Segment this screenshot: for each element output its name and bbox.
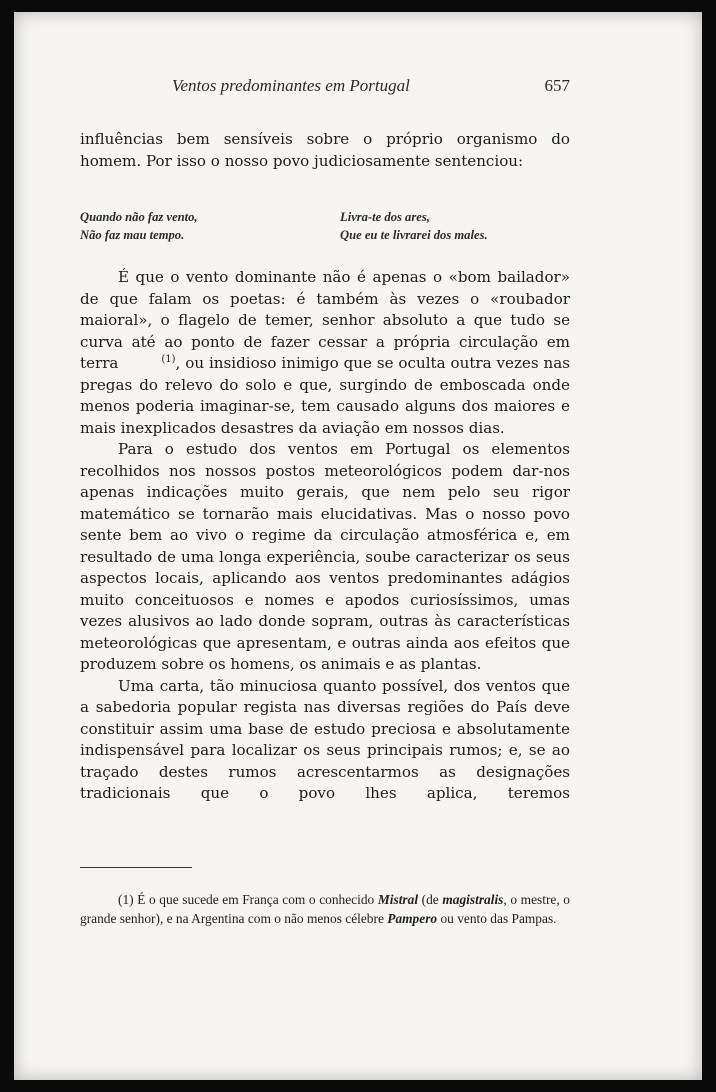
footnote-term: Mistral [377, 892, 419, 907]
paragraph: Uma carta, tão minuciosa quanto possível, dos ventos que a sabedoria popular regista nas diversas regiões do País deve constituir assim uma base de estudo preciosa e absolutamente indispensável para localizar os seus principais rumos; e, se ao traçado destes rumos acrescentarmos as designações tradicionais que o povo lhes aplica, teremos [80, 676, 570, 802]
paragraph-continued [80, 129, 570, 172]
verse-line: Livra-te dos ares, [340, 210, 430, 224]
verse-left [80, 208, 198, 244]
footnote-marker: (1) [118, 892, 134, 907]
footnote-term: Pampero [387, 911, 438, 926]
verse-line: Quando não faz vento, [80, 210, 198, 224]
paragraph: Para o estudo dos ventos em Portugal os elementos recolhidos nos nossos postos meteorológicos podem dar-nos apenas indicações muito gerais, que nem pelo seu rigor matemático se tornarão mais elucidativas. Mas o nosso povo sente bem ao vivo o regime da circulação atmosférica e, em resultado de uma longa experiência, soube caracterizar os seus aspectos locais, aplicando aos ventos predominantes adágios muito conceituosos e nomes e apodos curiosíssimos, umas vezes alusivos ao lado donde sopram, outras às características meteorológicas que apresentam, e outras ainda aos efeitos que produzem sobre os homens, os animais e as plantas. [80, 440, 570, 673]
scanned-page [14, 12, 702, 1080]
footnote-text: É o que sucede em França com o conhecido [137, 892, 375, 907]
paragraph-text: É que o vento dominante não é apenas o «bom bailador» de que falam os poetas: é também às vezes o «roubador maioral», o flagelo de temer, senhor absoluto a que tudo se curva até ao ponto de fazer cessar a própria circulação em terra [80, 268, 570, 372]
running-title: Ventos predominantes em Portugal [172, 76, 410, 95]
footnote [80, 890, 570, 928]
running-header [80, 76, 570, 100]
verse-right [340, 208, 488, 244]
footnote-text: , o mestre, o grande senhor), e na Argentina com o não menos célebre [80, 892, 570, 926]
footnote-divider [80, 867, 192, 868]
paragraph: É que o vento dominante não é apenas o «bom bailador» de que falam os poetas: é também às vezes o «roubador maioral», o flagelo de temer, senhor absoluto a que tudo se curva até ao ponto de fazer cessar a própria circulação em terra (1), ou insidioso inimigo que se oculta outra vezes nas pregas do relevo do solo e que, surgindo de emboscada onde menos poderia imaginar-se, tem causado alguns dos maiores e mais inexplicados desastres da aviação em nossos dias. [80, 268, 570, 437]
paragraph-text: , ou insidioso inimigo que se oculta outra vezes nas pregas do relevo do solo e que, surgindo de emboscada onde menos poderia imaginar-se, tem causado alguns dos maiores e mais inexplicados desastres da aviação em nossos dias. [80, 354, 570, 437]
footnote-text: (de [421, 892, 439, 907]
footnote-term: magistralis [442, 892, 504, 907]
verse-line: Não faz mau tempo. [80, 228, 185, 242]
page-number: 657 [544, 76, 570, 95]
verse-line: Que eu te livrarei dos males. [340, 228, 488, 242]
paragraph-text: influências bem sensíveis sobre o próprio organismo do homem. Por isso o nosso povo judiciosamente sentenciou: [80, 130, 570, 170]
body-text [80, 267, 570, 805]
footnote-text: ou vento das Pampas. [440, 911, 557, 926]
